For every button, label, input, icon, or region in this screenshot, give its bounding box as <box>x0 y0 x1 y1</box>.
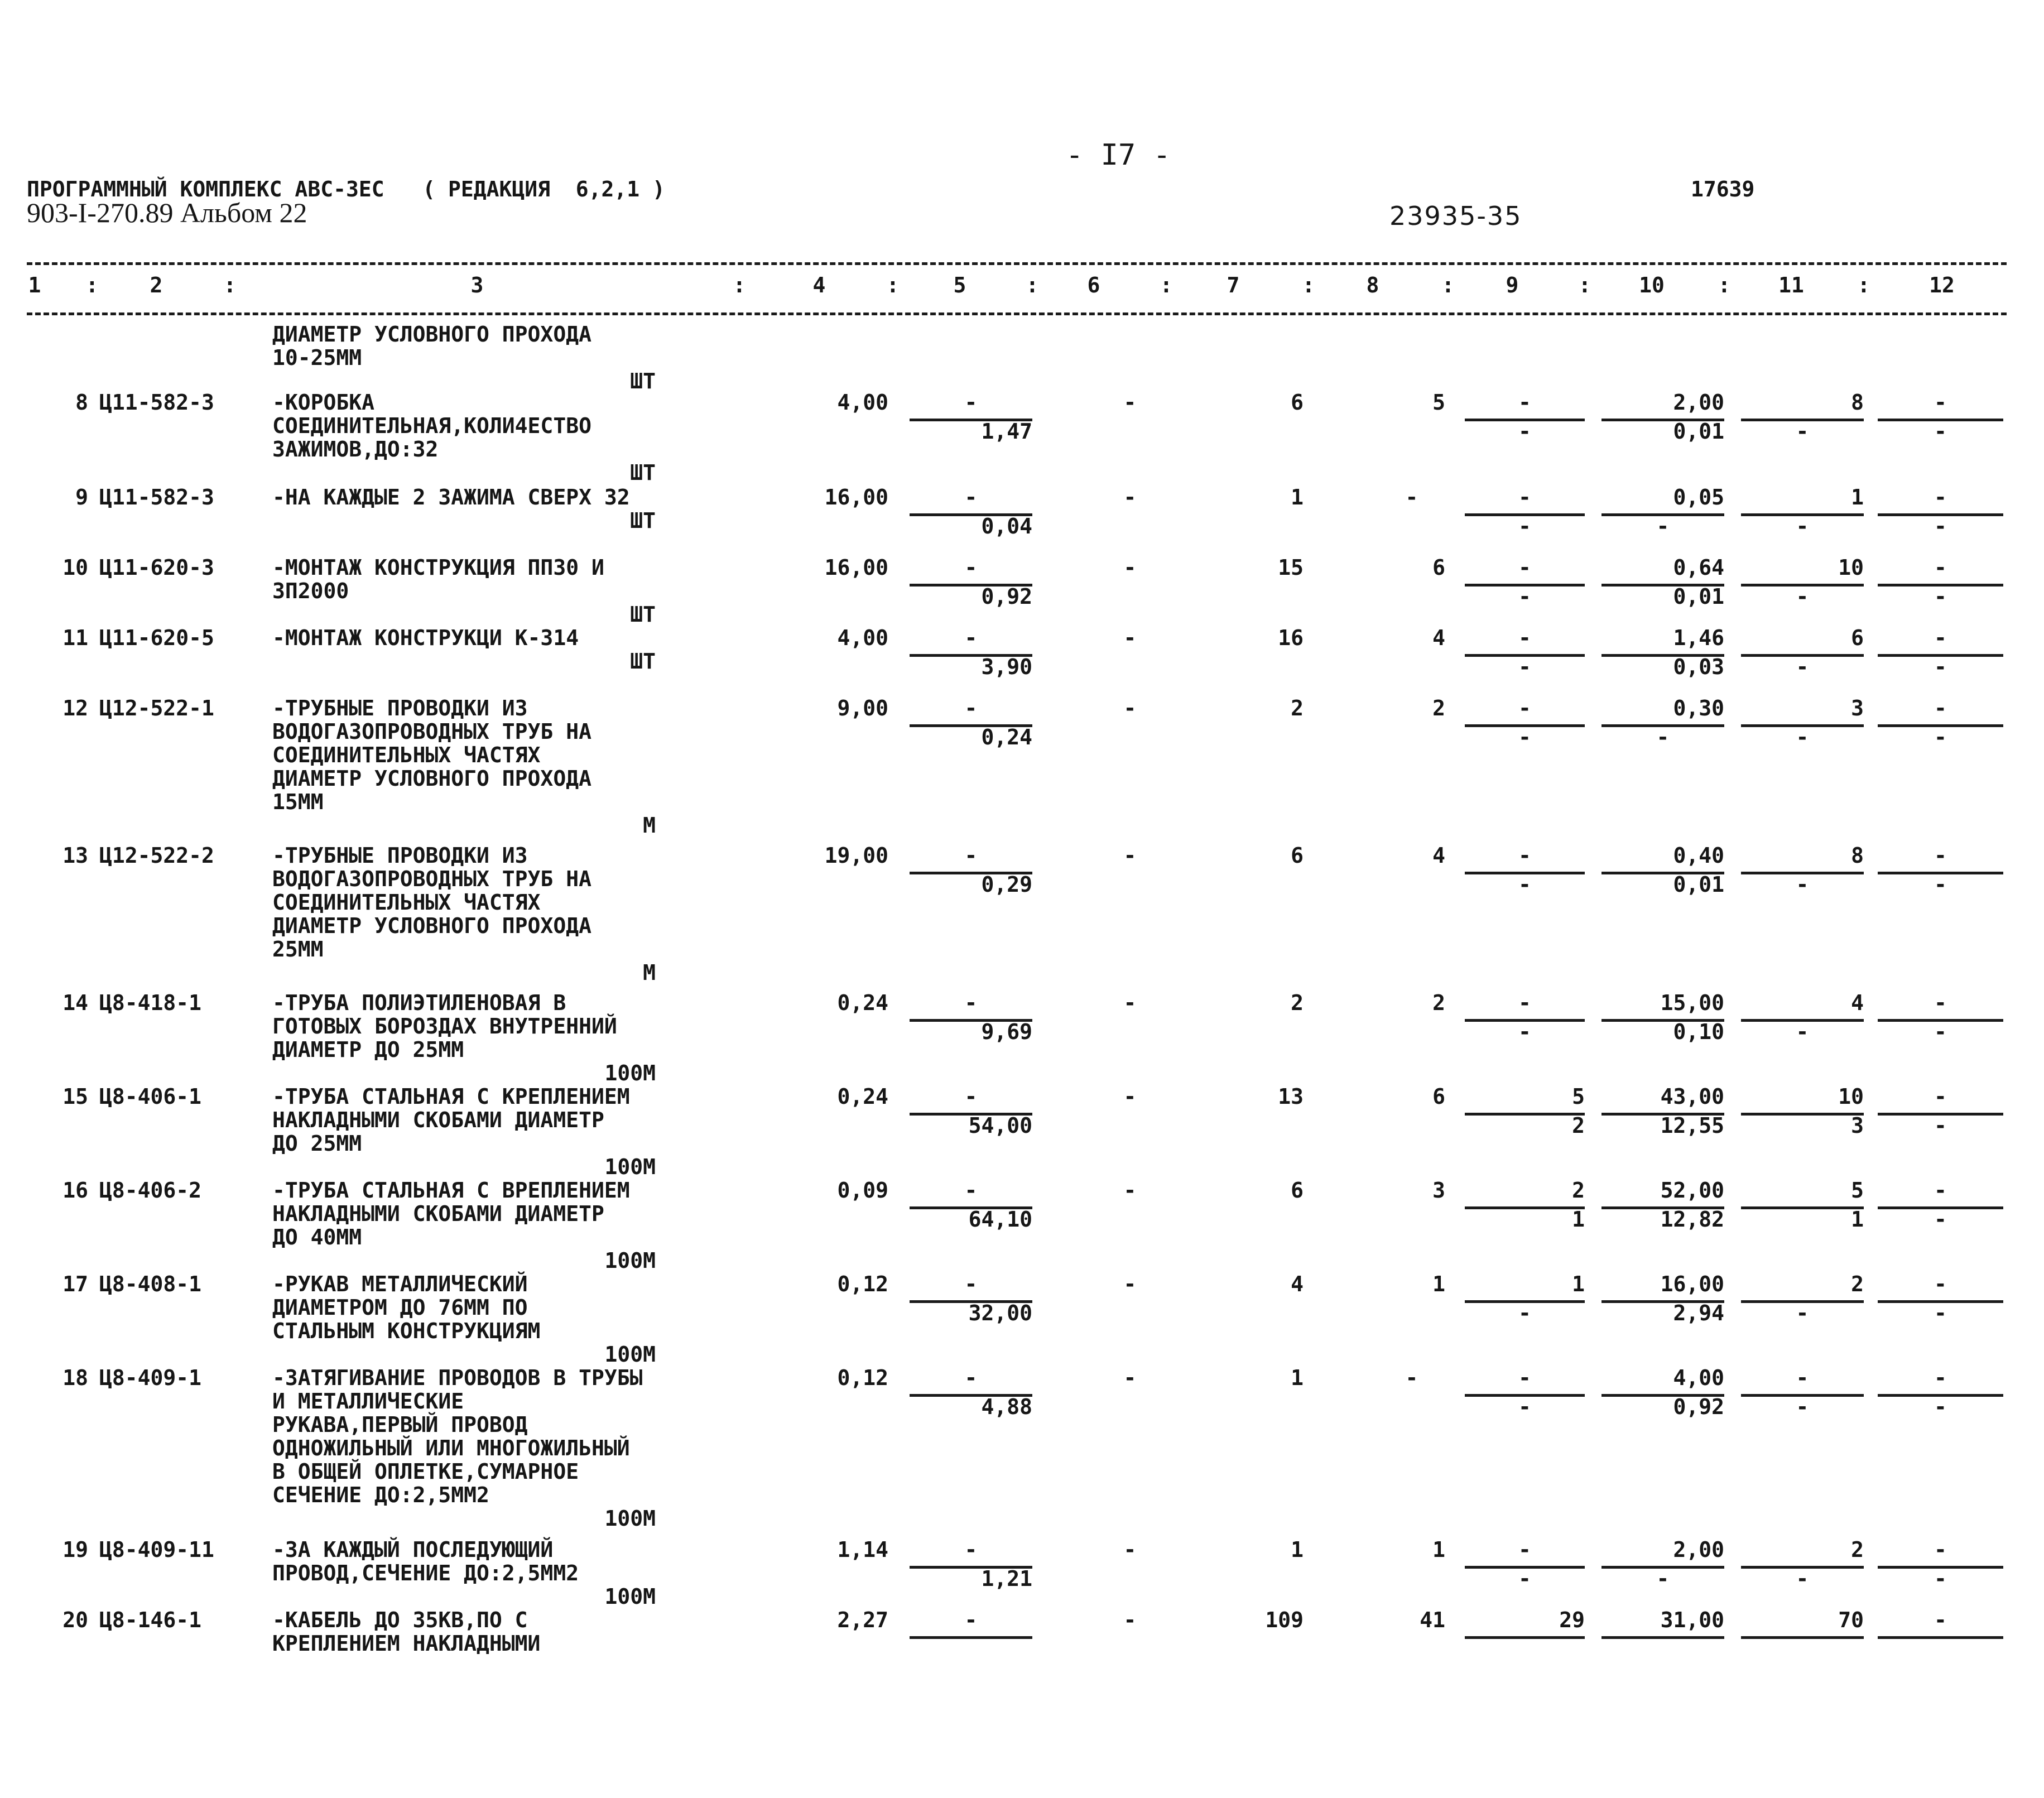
column-header-1: 1 <box>28 273 41 297</box>
col12-bottom: - <box>1934 1113 1947 1138</box>
col7-value: 2 <box>1291 991 1304 1015</box>
col6-value: - <box>1123 1272 1137 1296</box>
row-number: 17 <box>62 1272 88 1296</box>
row-number: 10 <box>62 555 88 580</box>
col5-bottom: 54,00 <box>968 1113 1032 1138</box>
header-rule-bottom <box>27 313 2007 315</box>
col9-bottom: - <box>1518 655 1531 679</box>
row-code: Ц8-418-1 <box>99 991 202 1015</box>
col9-top: - <box>1518 555 1531 580</box>
row-number: 12 <box>62 696 88 720</box>
col11-bottom: - <box>1796 1566 1809 1591</box>
col5-top: - <box>964 1608 978 1632</box>
quantity-value: 16,00 <box>824 485 888 509</box>
col7-value: 109 <box>1265 1608 1304 1632</box>
column-separator: : <box>1302 273 1315 297</box>
description-line: -МОНТАЖ КОНСТРУКЦИЯ ПП30 И <box>272 555 604 580</box>
col5-bottom: 32,00 <box>968 1301 1032 1325</box>
col6-value: - <box>1123 991 1137 1015</box>
col7-value: 6 <box>1291 1178 1304 1203</box>
col12-bottom: - <box>1934 1566 1947 1591</box>
col8-value: 4 <box>1432 843 1445 868</box>
col10-bottom: 0,10 <box>1673 1020 1724 1044</box>
column-header-4: 4 <box>812 273 826 297</box>
col11-top: 70 <box>1838 1608 1864 1632</box>
col5-fraction-line <box>910 1636 1032 1639</box>
col6-value: - <box>1123 626 1137 650</box>
row-number: 9 <box>75 485 88 509</box>
col8-value: 1 <box>1432 1272 1445 1296</box>
col9-bottom: - <box>1518 1020 1531 1044</box>
col11-top: 8 <box>1851 843 1864 868</box>
col7-value: 6 <box>1291 390 1304 415</box>
col5-top: - <box>964 1178 978 1203</box>
col9-top: 1 <box>1572 1272 1585 1296</box>
description-line: -РУКАВ МЕТАЛЛИЧЕСКИЙ <box>272 1272 528 1296</box>
unit-label: 100М <box>604 1342 656 1367</box>
col5-top: - <box>964 1084 978 1109</box>
row-number: 14 <box>62 991 88 1015</box>
row-code: Ц12-522-2 <box>99 843 214 868</box>
col9-top: - <box>1518 991 1531 1015</box>
col6-value: - <box>1123 1366 1137 1390</box>
description-line: В ОБЩЕЙ ОПЛЕТКЕ,СУМАРНОЕ <box>272 1459 579 1484</box>
col5-top: - <box>964 1366 978 1390</box>
col7-value: 6 <box>1291 843 1304 868</box>
column-header-7: 7 <box>1227 273 1240 297</box>
col10-bottom: 0,01 <box>1673 584 1724 609</box>
col10-bottom: - <box>1656 514 1670 539</box>
col11-top: 3 <box>1851 696 1864 720</box>
col5-top: - <box>964 1272 978 1296</box>
description-line: -КАБЕЛЬ ДО 35КВ,ПО С <box>272 1608 528 1632</box>
quantity-value: 0,24 <box>837 1084 888 1109</box>
col5-bottom: 3,90 <box>981 655 1032 679</box>
column-header-9: 9 <box>1506 273 1519 297</box>
column-separator: : <box>886 273 900 297</box>
col8-value: 2 <box>1432 991 1445 1015</box>
column-header-12: 12 <box>1929 273 1955 297</box>
col9-bottom: - <box>1518 725 1531 749</box>
description-line: И МЕТАЛЛИЧЕСКИЕ <box>272 1389 464 1414</box>
quantity-value: 1,14 <box>837 1537 888 1562</box>
column-header-5: 5 <box>953 273 966 297</box>
col8-value: - <box>1405 485 1418 509</box>
col12-bottom: - <box>1934 514 1947 539</box>
description-line: СОЕДИНИТЕЛЬНЫХ ЧАСТЯХ <box>272 890 541 915</box>
col9-top: 2 <box>1572 1178 1585 1203</box>
row-code: Ц11-620-5 <box>99 626 214 650</box>
col10-top: 0,64 <box>1673 555 1724 580</box>
col12-top: - <box>1934 1272 1947 1296</box>
description-line: ВОДОГАЗОПРОВОДНЫХ ТРУБ НА <box>272 867 591 891</box>
column-header-3: 3 <box>470 273 484 297</box>
col10-bottom: 0,92 <box>1673 1395 1724 1419</box>
description-line: 15ММ <box>272 790 324 814</box>
row-code: Ц8-406-2 <box>99 1178 202 1203</box>
col12-fraction-line <box>1878 1636 2003 1639</box>
col11-bottom: - <box>1796 725 1809 749</box>
col10-top: 52,00 <box>1660 1178 1724 1203</box>
col9-bottom: - <box>1518 1566 1531 1591</box>
col5-bottom: 64,10 <box>968 1207 1032 1232</box>
description-line: ЗАЖИМОВ,ДО:32 <box>272 437 439 461</box>
col11-top: 6 <box>1851 626 1864 650</box>
row-number: 13 <box>62 843 88 868</box>
col7-value: 1 <box>1291 485 1304 509</box>
col7-value: 2 <box>1291 696 1304 720</box>
col6-value: - <box>1123 843 1137 868</box>
col5-top: - <box>964 991 978 1015</box>
description-line: ГОТОВЫХ БОРОЗДАХ ВНУТРЕННИЙ <box>272 1014 617 1039</box>
row-code: Ц12-522-1 <box>99 696 214 720</box>
unit-label: ШТ <box>630 369 656 393</box>
col6-value: - <box>1123 1608 1137 1632</box>
col12-bottom: - <box>1934 1395 1947 1419</box>
col5-top: - <box>964 390 978 415</box>
quantity-value: 4,00 <box>837 626 888 650</box>
unit-label: М <box>643 960 656 985</box>
col9-top: 29 <box>1559 1608 1585 1632</box>
page-number: - I7 - <box>1066 138 1171 172</box>
unit-label: 100М <box>604 1061 656 1085</box>
col11-top: 10 <box>1838 1084 1864 1109</box>
col11-bottom: - <box>1796 514 1809 539</box>
col12-bottom: - <box>1934 655 1947 679</box>
col5-bottom: 0,29 <box>981 872 1032 897</box>
col6-value: - <box>1123 1084 1137 1109</box>
description-line: СОЕДИНИТЕЛЬНАЯ,КОЛИ4ЕСТВО <box>272 414 591 438</box>
description-line: -ТРУБНЫЕ ПРОВОДКИ ИЗ <box>272 696 528 720</box>
unit-label: ШТ <box>630 649 656 674</box>
col12-top: - <box>1934 843 1947 868</box>
col10-bottom: 2,94 <box>1673 1301 1724 1325</box>
col10-top: 0,30 <box>1673 696 1724 720</box>
col6-value: - <box>1123 1178 1137 1203</box>
column-header-2: 2 <box>150 273 163 297</box>
col6-value: - <box>1123 555 1137 580</box>
col8-value: 1 <box>1432 1537 1445 1562</box>
description-line: ДИАМЕТР УСЛОВНОГО ПРОХОДА <box>272 322 591 347</box>
col10-bottom: 0,01 <box>1673 419 1724 444</box>
description-line: ДИАМЕТРОМ ДО 76ММ ПО <box>272 1295 528 1320</box>
quantity-value: 0,12 <box>837 1272 888 1296</box>
description-line: 10-25ММ <box>272 345 362 370</box>
col10-top: 4,00 <box>1673 1366 1724 1390</box>
col5-bottom: 4,88 <box>981 1395 1032 1419</box>
row-code: Ц8-408-1 <box>99 1272 202 1296</box>
column-separator: : <box>1441 273 1455 297</box>
row-code: Ц8-409-11 <box>99 1537 214 1562</box>
col8-value: 6 <box>1432 1084 1445 1109</box>
col7-value: 15 <box>1278 555 1304 580</box>
col12-bottom: - <box>1934 1301 1947 1325</box>
col10-bottom: 12,82 <box>1660 1207 1724 1232</box>
col11-top: 4 <box>1851 991 1864 1015</box>
unit-label: 100М <box>604 1155 656 1179</box>
description-line: -ЗАТЯГИВАНИЕ ПРОВОДОВ В ТРУБЫ <box>272 1366 643 1390</box>
row-number: 18 <box>62 1366 88 1390</box>
description-line: ПРОВОД,СЕЧЕНИЕ ДО:2,5ММ2 <box>272 1561 579 1585</box>
col10-fraction-line <box>1601 1636 1724 1639</box>
col5-top: - <box>964 696 978 720</box>
description-line: ЗП2000 <box>272 579 349 603</box>
unit-label: ШТ <box>630 460 656 485</box>
col8-value: 4 <box>1432 626 1445 650</box>
description-line: -НА КАЖДЫЕ 2 ЗАЖИМА СВЕРХ 32 <box>272 485 630 509</box>
description-line: -МОНТАЖ КОНСТРУКЦИ К-314 <box>272 626 579 650</box>
quantity-value: 0,12 <box>837 1366 888 1390</box>
col8-value: 41 <box>1420 1608 1445 1632</box>
description-line: СОЕДИНИТЕЛЬНЫХ ЧАСТЯХ <box>272 743 541 767</box>
col5-top: - <box>964 1537 978 1562</box>
unit-label: 100М <box>604 1506 656 1531</box>
unit-label: М <box>643 813 656 838</box>
col8-value: 6 <box>1432 555 1445 580</box>
column-separator: : <box>733 273 746 297</box>
col9-top: - <box>1518 626 1531 650</box>
column-separator: : <box>1026 273 1039 297</box>
description-line: КРЕПЛЕНИЕМ НАКЛАДНЫМИ <box>272 1631 541 1656</box>
col5-top: - <box>964 555 978 580</box>
col11-bottom: - <box>1796 1301 1809 1325</box>
col9-bottom: - <box>1518 872 1531 897</box>
description-line: НАКЛАДНЫМИ СКОБАМИ ДИАМЕТР <box>272 1201 604 1226</box>
col5-bottom: 9,69 <box>981 1020 1032 1044</box>
description-line: ДИАМЕТР УСЛОВНОГО ПРОХОДА <box>272 914 591 938</box>
column-header-6: 6 <box>1087 273 1100 297</box>
unit-label: ШТ <box>630 508 656 533</box>
col12-bottom: - <box>1934 725 1947 749</box>
col5-top: - <box>964 843 978 868</box>
col10-bottom: 12,55 <box>1660 1113 1724 1138</box>
col11-top: 2 <box>1851 1537 1864 1562</box>
description-line: НАКЛАДНЫМИ СКОБАМИ ДИАМЕТР <box>272 1108 604 1132</box>
quantity-value: 0,09 <box>837 1178 888 1203</box>
col6-value: - <box>1123 390 1137 415</box>
col12-top: - <box>1934 390 1947 415</box>
col11-bottom: - <box>1796 419 1809 444</box>
description-line: -ТРУБНЫЕ ПРОВОДКИ ИЗ <box>272 843 528 868</box>
col8-value: 2 <box>1432 696 1445 720</box>
col10-bottom: 0,01 <box>1673 872 1724 897</box>
description-line: -ТРУБА ПОЛИЭТИЛЕНОВАЯ В <box>272 991 566 1015</box>
col10-top: 43,00 <box>1660 1084 1724 1109</box>
col10-bottom: - <box>1656 1566 1670 1591</box>
column-separator: : <box>1160 273 1173 297</box>
col9-top: - <box>1518 1366 1531 1390</box>
col12-top: - <box>1934 555 1947 580</box>
description-line: -ТРУБА СТАЛЬНАЯ С КРЕПЛЕНИЕМ <box>272 1084 630 1109</box>
col10-top: 2,00 <box>1673 390 1724 415</box>
row-number: 8 <box>75 390 88 415</box>
col9-top: - <box>1518 843 1531 868</box>
col9-bottom: 1 <box>1572 1207 1585 1232</box>
description-line: -КОРОБКА <box>272 390 375 415</box>
col11-bottom: - <box>1796 584 1809 609</box>
col10-top: 2,00 <box>1673 1537 1724 1562</box>
col8-value: 3 <box>1432 1178 1445 1203</box>
column-separator: : <box>1578 273 1591 297</box>
col11-top: 5 <box>1851 1178 1864 1203</box>
col11-bottom: - <box>1796 1020 1809 1044</box>
col7-value: 16 <box>1278 626 1304 650</box>
col9-top: - <box>1518 485 1531 509</box>
description-line: -ЗА КАЖДЫЙ ПОСЛЕДУЮЩИЙ <box>272 1537 554 1562</box>
quantity-value: 19,00 <box>824 843 888 868</box>
document-code: 17639 <box>1691 177 1755 201</box>
row-code: Ц8-146-1 <box>99 1608 202 1632</box>
col7-value: 1 <box>1291 1537 1304 1562</box>
quantity-value: 9,00 <box>837 696 888 720</box>
row-number: 11 <box>62 626 88 650</box>
col11-top: 8 <box>1851 390 1864 415</box>
row-code: Ц11-582-3 <box>99 485 214 509</box>
col9-bottom: - <box>1518 419 1531 444</box>
col9-top: 5 <box>1572 1084 1585 1109</box>
col5-top: - <box>964 626 978 650</box>
row-code: Ц8-406-1 <box>99 1084 202 1109</box>
col5-top: - <box>964 485 978 509</box>
column-header-10: 10 <box>1639 273 1665 297</box>
col11-top: 10 <box>1838 555 1864 580</box>
description-line: 25ММ <box>272 937 324 962</box>
col9-bottom: 2 <box>1572 1113 1585 1138</box>
quantity-value: 4,00 <box>837 390 888 415</box>
col5-bottom: 0,04 <box>981 514 1032 539</box>
description-line: ДО 40ММ <box>272 1225 362 1249</box>
col12-bottom: - <box>1934 419 1947 444</box>
col12-top: - <box>1934 485 1947 509</box>
header-rule-top <box>27 262 2007 265</box>
description-line: СЕЧЕНИЕ ДО:2,5ММ2 <box>272 1483 489 1507</box>
album-reference: 903-I-270.89 Альбом 22 <box>27 197 307 228</box>
col12-top: - <box>1934 1608 1947 1632</box>
col5-bottom: 1,21 <box>981 1566 1032 1591</box>
col6-value: - <box>1123 696 1137 720</box>
col9-bottom: - <box>1518 584 1531 609</box>
row-number: 15 <box>62 1084 88 1109</box>
col9-bottom: - <box>1518 1301 1531 1325</box>
col10-top: 1,46 <box>1673 626 1724 650</box>
program-header: ПРОГРАММНЫЙ КОМПЛЕКС АВС-ЗЕС ( РЕДАКЦИЯ 6,2,1 ) <box>27 177 665 201</box>
col7-value: 4 <box>1291 1272 1304 1296</box>
row-number: 16 <box>62 1178 88 1203</box>
col6-value: - <box>1123 1537 1137 1562</box>
col9-fraction-line <box>1465 1636 1585 1639</box>
description-line: ОДНОЖИЛЬНЫЙ ИЛИ МНОГОЖИЛЬНЫЙ <box>272 1436 630 1460</box>
col11-bottom: - <box>1796 655 1809 679</box>
description-line: ДО 25ММ <box>272 1131 362 1156</box>
handwritten-code: 23935-35 <box>1389 201 1522 231</box>
col11-top: 2 <box>1851 1272 1864 1296</box>
col11-bottom: 1 <box>1851 1207 1864 1232</box>
col10-top: 0,40 <box>1673 843 1724 868</box>
col9-bottom: - <box>1518 514 1531 539</box>
col7-value: 13 <box>1278 1084 1304 1109</box>
col12-top: - <box>1934 991 1947 1015</box>
col5-bottom: 1,47 <box>981 419 1032 444</box>
quantity-value: 16,00 <box>824 555 888 580</box>
col12-top: - <box>1934 1537 1947 1562</box>
quantity-value: 2,27 <box>837 1608 888 1632</box>
col9-top: - <box>1518 390 1531 415</box>
col11-top: - <box>1796 1366 1809 1390</box>
col10-top: 31,00 <box>1660 1608 1724 1632</box>
col11-fraction-line <box>1741 1636 1864 1639</box>
description-line: -ТРУБА СТАЛЬНАЯ С ВРЕПЛЕНИЕМ <box>272 1178 630 1203</box>
col7-value: 1 <box>1291 1366 1304 1390</box>
row-number: 19 <box>62 1537 88 1562</box>
col10-bottom: - <box>1656 725 1670 749</box>
col12-top: - <box>1934 1178 1947 1203</box>
row-code: Ц11-582-3 <box>99 390 214 415</box>
col11-bottom: 3 <box>1851 1113 1864 1138</box>
col11-top: 1 <box>1851 485 1864 509</box>
description-line: РУКАВА,ПЕРВЫЙ ПРОВОД <box>272 1412 528 1437</box>
column-separator: : <box>85 273 99 297</box>
col6-value: - <box>1123 485 1137 509</box>
col10-top: 16,00 <box>1660 1272 1724 1296</box>
unit-label: 100М <box>604 1584 656 1609</box>
col12-top: - <box>1934 626 1947 650</box>
description-line: ВОДОГАЗОПРОВОДНЫХ ТРУБ НА <box>272 719 591 744</box>
description-line: ДИАМЕТР УСЛОВНОГО ПРОХОДА <box>272 766 591 791</box>
col12-top: - <box>1934 1366 1947 1390</box>
col12-bottom: - <box>1934 584 1947 609</box>
col9-bottom: - <box>1518 1395 1531 1419</box>
col10-top: 0,05 <box>1673 485 1724 509</box>
col9-top: - <box>1518 1537 1531 1562</box>
column-separator: : <box>1718 273 1731 297</box>
column-separator: : <box>1857 273 1870 297</box>
col12-bottom: - <box>1934 1020 1947 1044</box>
col8-value: 5 <box>1432 390 1445 415</box>
description-line: ДИАМЕТР ДО 25ММ <box>272 1037 464 1062</box>
col12-bottom: - <box>1934 1207 1947 1232</box>
row-number: 20 <box>62 1608 88 1632</box>
col8-value: - <box>1405 1366 1418 1390</box>
col10-bottom: 0,03 <box>1673 655 1724 679</box>
col9-top: - <box>1518 696 1531 720</box>
row-code: Ц11-620-3 <box>99 555 214 580</box>
unit-label: ШТ <box>630 602 656 627</box>
col5-bottom: 0,24 <box>981 725 1032 749</box>
col12-top: - <box>1934 696 1947 720</box>
col5-bottom: 0,92 <box>981 584 1032 609</box>
col12-top: - <box>1934 1084 1947 1109</box>
column-header-11: 11 <box>1778 273 1804 297</box>
col12-bottom: - <box>1934 872 1947 897</box>
row-code: Ц8-409-1 <box>99 1366 202 1390</box>
col10-top: 15,00 <box>1660 991 1724 1015</box>
unit-label: 100М <box>604 1248 656 1273</box>
column-separator: : <box>223 273 237 297</box>
col11-bottom: - <box>1796 1395 1809 1419</box>
description-line: СТАЛЬНЫМ КОНСТРУКЦИЯМ <box>272 1319 541 1343</box>
column-header-8: 8 <box>1366 273 1379 297</box>
col11-bottom: - <box>1796 872 1809 897</box>
quantity-value: 0,24 <box>837 991 888 1015</box>
